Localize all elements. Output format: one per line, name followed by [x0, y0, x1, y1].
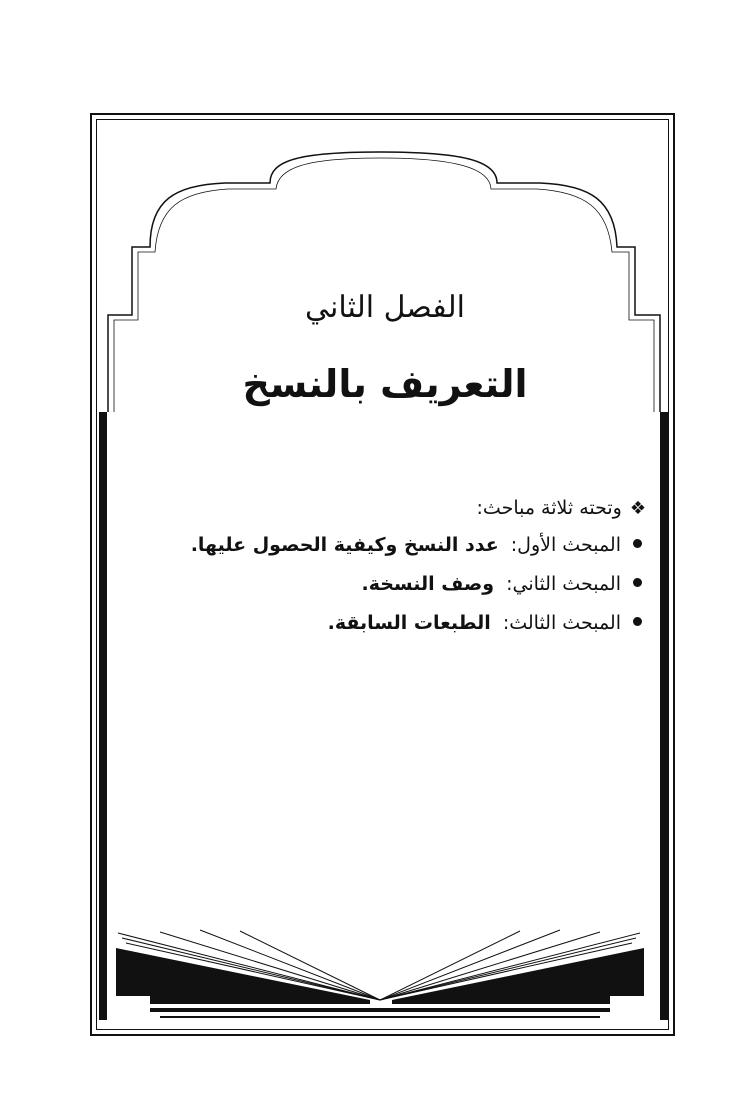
list-item: [82, 573, 642, 612]
bullet-icon: [633, 539, 642, 548]
section-text: الطبعات السابقة.: [327, 612, 491, 634]
section-text: وصف النسخة.: [361, 573, 495, 595]
section-label: المبحث الثالث:: [502, 612, 621, 634]
section-list: [82, 534, 642, 651]
list-item: [82, 534, 642, 573]
four-diamond-icon: ❖: [629, 498, 646, 519]
section-text: عدد النسخ وكيفية الحصول عليها.: [190, 534, 499, 556]
section-label: المبحث الأول:: [510, 534, 621, 556]
sections-intro: [477, 497, 646, 519]
chapter-title: التعريف بالنسخ: [242, 362, 528, 406]
section-label: المبحث الثاني:: [506, 573, 621, 595]
bullet-icon: [633, 578, 642, 587]
bullet-icon: [633, 617, 642, 626]
chapter-label: الفصل الثاني: [305, 290, 465, 325]
sections-intro-text: وتحته ثلاثة مباحث:: [476, 497, 622, 519]
list-item: [82, 612, 642, 651]
